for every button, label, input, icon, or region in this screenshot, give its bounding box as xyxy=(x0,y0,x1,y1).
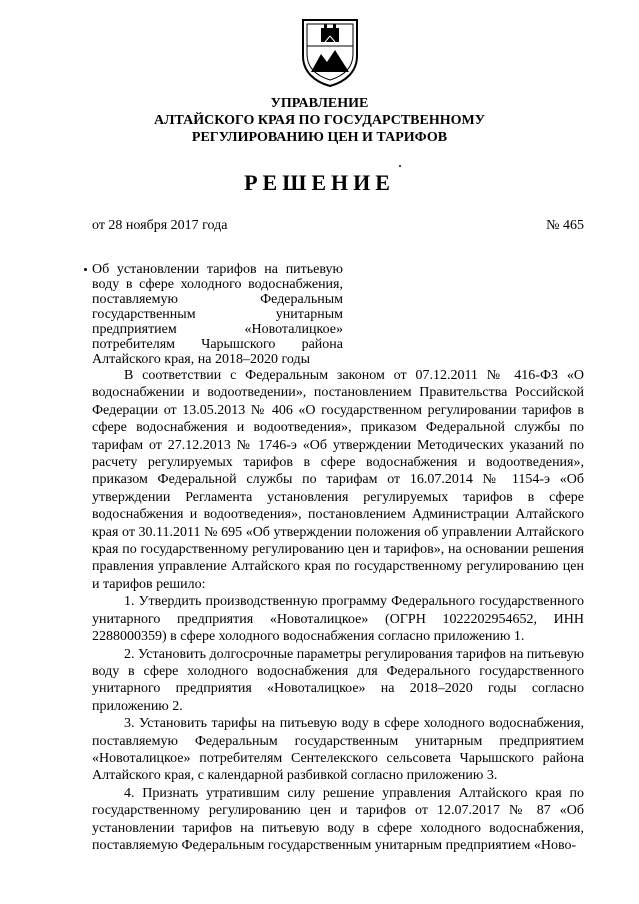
document-subject: Об установлении тарифов на питьевую воду в сфере холодного водоснабжения, поставляемую Федеральным государственным унитарным предприятием «Новоталицкое» потребителям Чарышского района Алтайского края, на 2018–2020 годы xyxy=(92,262,343,367)
item-1-paragraph: 1. Утвердить производственную программу Федерального государственного унитарного предприятия «Новоталицкое» (ОГРН 1022202954652, ИНН 2288000359) в сфере холодного водоснабжения согласно приложению 1. xyxy=(92,594,584,645)
document-number: № 465 xyxy=(546,218,584,233)
document-date: от 28 ноября 2017 года xyxy=(92,218,228,233)
document-body xyxy=(92,367,584,854)
org-line-2: АЛТАЙСКОГО КРАЯ ПО ГОСУДАРСТВЕННОМУ xyxy=(154,113,485,128)
scan-dot xyxy=(399,165,401,167)
organization-header xyxy=(0,95,639,146)
preamble-paragraph: В соответствии с Федеральным законом от 07.12.2011 № 416-ФЗ «О водоснабжении и водоотведении», постановлением Правительства Российской Федерации от 13.05.2013 № 406 «О государственном регулировании тарифов в сфере водоснабжения и водоотведения», приказом Федеральной службы по тарифам от 27.12.2013 № 1746-э «Об утверждении Методических указаний по расчету регулируемых тарифов в сфере водоснабжения и водоотведения», приказом Федеральной службы по тарифам от 16.07.2014 № 1154-э «Об утверждении Регламента установления регулируемых тарифов в сфере водоснабжения и водоотведения», постановлением Администрации Алтайского края от 30.11.2011 № 695 «Об утверждении положения об управлении Алтайского края по государственному регулированию цен и тарифов», на основании решения правления управление Алтайского края по государственному регулированию цен и тарифов решило: xyxy=(92,368,584,592)
org-line-3: РЕГУЛИРОВАНИЮ ЦЕН И ТАРИФОВ xyxy=(191,130,448,145)
coat-of-arms-emblem xyxy=(299,16,361,88)
document-title: РЕШЕНИЕ xyxy=(244,170,395,195)
org-line-1: УПРАВЛЕНИЕ xyxy=(270,96,369,111)
corner-mark xyxy=(84,268,87,271)
item-3-paragraph: 3. Установить тарифы на питьевую воду в сфере холодного водоснабжения, поставляемую Федеральным государственным унитарным предприятием «Новоталицкое» потребителям Сентелекского сельсовета Чарышского района Алтайского края, с календарной разбивкой согласно приложению 3. xyxy=(92,716,584,784)
item-2-paragraph: 2. Установить долгосрочные параметры регулирования тарифов на питьевую воду в сфере холодного водоснабжения для Федерального государственного унитарного предприятия «Новоталицкое» на 2018–2020 годы согласно приложению 2. xyxy=(92,646,584,714)
item-4-paragraph: 4. Признать утратившим силу решение управления Алтайского края по государственному регулированию цен и тарифов от 12.07.2017 № 87 «Об установлении тарифов на питьевую воду в сфере холодного водоснабжения, поставляемую Федеральным государственным унитарным предприятием «Ново- xyxy=(92,785,584,853)
date-number-line xyxy=(92,218,584,234)
